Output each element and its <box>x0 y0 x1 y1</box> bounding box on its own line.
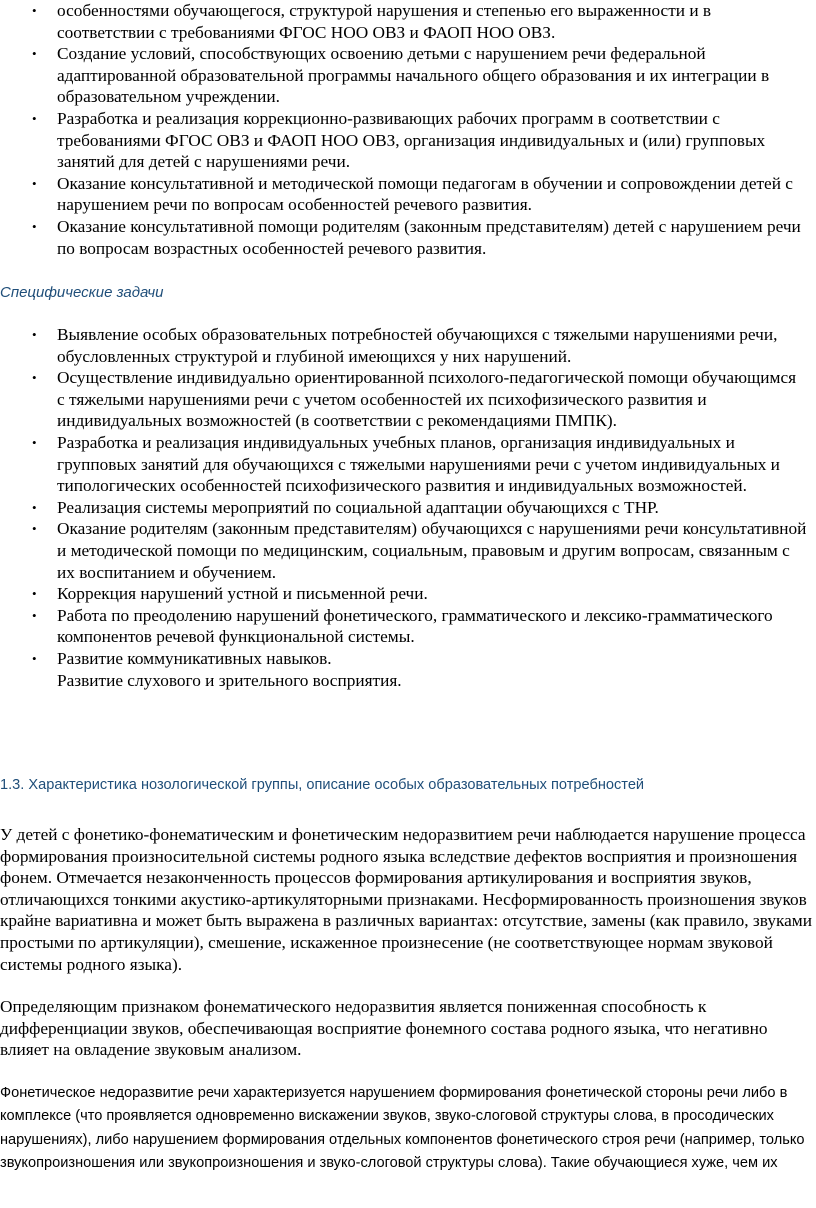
list-item <box>0 497 808 519</box>
list-item-text: Оказание консультативной и методической помощи педагогам в обучении и сопровождении детей с нарушением речи по вопросам особенностей речевого развития. <box>57 173 793 215</box>
list-item <box>0 324 808 367</box>
bullet-icon: • <box>32 110 37 126</box>
bullet-icon: • <box>32 3 37 18</box>
bullet-icon: • <box>32 370 37 386</box>
bullet-icon: • <box>32 434 37 450</box>
bullet-icon: • <box>32 499 37 515</box>
list-item-text: Осуществление индивидуально ориентированной психолого-педагогической помощи обучающимся с тяжелыми нарушениями речи с учетом особенностей их психофизического развития и индивидуальных возможностей (в соответствии с рекомендациями ПМПК). <box>57 368 797 431</box>
bullet-icon: • <box>32 46 37 62</box>
list-item-text: Разработка и реализация коррекционно-развивающих рабочих программ в соответствии с требованиями ФГОС ОВЗ и ФАОП НОО ОВЗ, организация индивидуальных и (или) групповых занятий для детей с нарушениями речи. <box>57 108 766 172</box>
list-item <box>0 605 808 648</box>
list-item-text: Создание условий, способствующих освоению детьми с нарушением речи федеральной адаптированной образовательной программы начального общего образования и их интеграции в образовательном учреждении. <box>57 44 770 107</box>
list-item <box>0 648 808 691</box>
list-item-text: Реализация системы мероприятий по социальной адаптации обучающихся с ТНР. <box>57 497 659 517</box>
list-item <box>0 173 808 216</box>
list-item-text: Разработка и реализация индивидуальных учебных планов, организация индивидуальных и групповых занятий для обучающихся с тяжелыми нарушениями речи с учетом индивидуальных и типологических особенностей психофизического развития и индивидуальных возможностей. <box>57 432 780 496</box>
list-item-text: Оказание родителям (законным представителям) обучающихся с нарушениями речи консультативной и методической помощи по медицинским, социальным, правовым и другим вопросам, связанным с их воспитанием и обучением. <box>57 519 807 582</box>
list-item-text: Оказание консультативной помощи родителям (законным представителям) детей с нарушением речи по вопросам возрастных особенностей речевого развития. <box>57 216 801 258</box>
bullet-icon: • <box>32 586 37 602</box>
bullet-icon: • <box>32 175 37 191</box>
list-item <box>0 367 808 432</box>
list-item-text: Работа по преодолению нарушений фонетического, грамматического и лексико-грамматического компонентов речевой функциональной системы. <box>57 605 773 647</box>
paragraph-phonemic-underdevelopment: Определяющим признаком фонематического недоразвития является пониженная способность к дифференциации звуков, обеспечивающая восприятие фонемного состава родного языка, что негативно влияет на овладение звуковым анализом. <box>0 997 768 1060</box>
list-item <box>0 108 808 173</box>
bullet-icon: • <box>32 607 37 623</box>
bullet-icon: • <box>32 521 37 537</box>
bullet-icon: • <box>32 327 37 342</box>
paragraph-phonetic-underdevelopment: У детей с фонетико-фонематическим и фонетическим недоразвитием речи наблюдается нарушение процесса формирования произносительной системы родного языка вследствие дефектов восприятия и произношения фонем. Отмечается незаконченность процессов формирования артикулирования и восприятия звуков, отличающихся тонкими акустико-артикуляторными признаками. Несформированность произношения звуков крайне вариативна и может быть выражена в различных вариантах: отсутствие, замены (как правило, звуками простыми по артикуляции), смешение, искаженное произнесение (не соответствующее нормам звуковой системы родного языка). <box>0 825 812 974</box>
list-item-text: Выявление особых образовательных потребностей обучающихся с тяжелыми нарушениями речи, обусловленных структурой и глубиной имеющихся у них нарушений. <box>57 325 778 366</box>
specific-tasks-heading: Специфические задачи <box>0 284 164 301</box>
section-heading: 1.3. Характеристика нозологической группы, описание особых образовательных потребностей <box>0 777 645 793</box>
bullet-icon: • <box>32 218 37 234</box>
list-item <box>0 43 808 108</box>
list-item <box>0 518 808 583</box>
list-item <box>0 0 808 43</box>
paragraph-phonetic-speech: Фонетическое недоразвитие речи характеризуется нарушением формирования фонетической стороны речи либо в комплексе (что проявляется одновременно вискажении звуков, звуко-слоговой структуры слова, в просодических нарушениях), либо нарушением формирования отдельных компонентов фонетического строя речи (например, только звукопроизношения или звукопроизношения и звуко-слоговой структуры слова). Такие обучающиеся хуже, чем их <box>0 1085 805 1171</box>
list-item-text: Коррекция нарушений устной и письменной речи. <box>57 584 428 604</box>
list-item-text: особенностями обучающегося, структурой нарушения и степенью его выраженности и в соответствии с требованиями ФГОС НОО ОВЗ и ФАОП НОО ОВЗ. <box>57 1 712 42</box>
objectives-list <box>0 0 808 259</box>
specific-tasks-list <box>0 324 808 691</box>
list-item-text: Развитие коммуникативных навыков. <box>57 648 332 668</box>
list-item <box>0 432 808 497</box>
list-item-continuation: Развитие слухового и зрительного восприятия. <box>57 670 402 690</box>
list-item <box>0 583 808 605</box>
list-item <box>0 216 808 259</box>
bullet-icon: • <box>32 650 37 666</box>
